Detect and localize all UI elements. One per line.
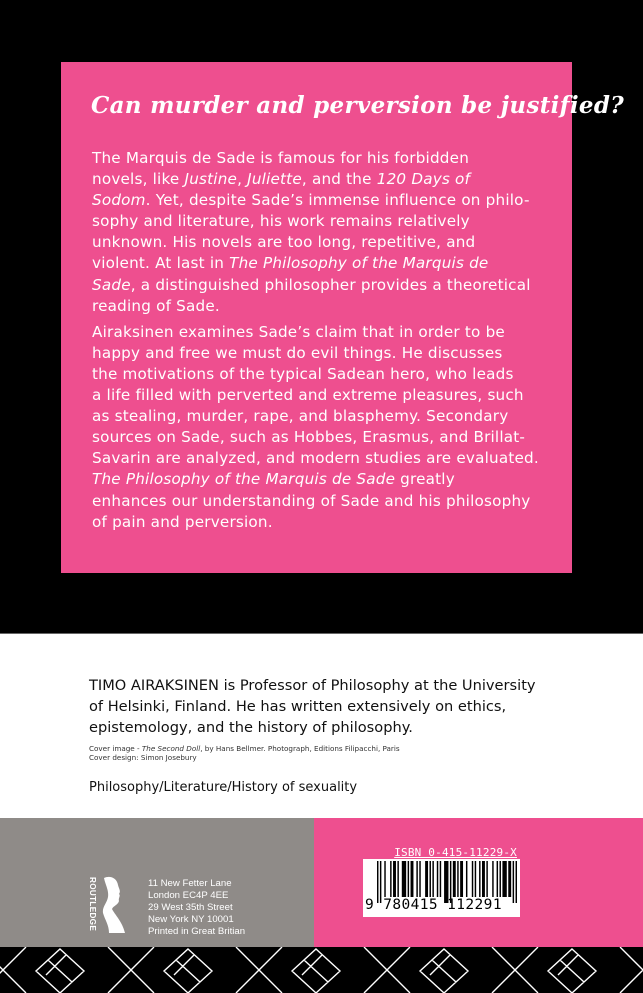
text-run: Savarin are analyzed, and modern studies are evaluated. xyxy=(92,449,539,468)
text-run: as stealing, murder, rape, and blasphemy. Secondary xyxy=(92,407,509,426)
text-run: a life filled with perverted and extreme pleasures, such xyxy=(92,386,524,405)
blurb-line xyxy=(92,275,562,296)
text-run: novels, like xyxy=(92,170,185,189)
text-run: happy and free we must do evil things. He discusses xyxy=(92,343,503,362)
italic-title-text: Justine xyxy=(184,170,238,189)
text-run: unknown. His novels are too long, repetitive, and xyxy=(92,233,476,252)
address-line: London EC4P 4EE xyxy=(148,890,229,901)
barcode-number: 9 780415 112291 xyxy=(365,897,502,913)
author-bio xyxy=(89,675,609,738)
address-line: New York NY 10001 xyxy=(148,914,234,925)
blurb-line xyxy=(92,296,562,317)
blurb-line xyxy=(92,211,562,232)
blurb-line xyxy=(92,491,562,512)
blurb-line xyxy=(92,322,562,343)
blurb-line xyxy=(92,148,562,169)
italic-title-text: The Philosophy of the Marquis de Sade xyxy=(92,470,396,489)
text-run: greatly xyxy=(395,470,455,489)
text-run: the motivations of the typical Sadean hero, who leads xyxy=(92,364,514,383)
italic-title-text: The Second Doll xyxy=(141,744,201,753)
publisher-address xyxy=(148,878,245,938)
text-run: reading of Sade. xyxy=(92,296,220,315)
blurb-line xyxy=(92,343,562,364)
blurb-line xyxy=(92,427,562,448)
headline: Can murder and perversion be justified? xyxy=(91,92,624,119)
blurb-text xyxy=(92,148,562,538)
text-run: Cover image - xyxy=(89,744,142,753)
blurb-line xyxy=(92,448,562,469)
subject-category: Philosophy/Literature/History of sexuality xyxy=(89,780,358,795)
publisher-panel xyxy=(0,818,314,947)
italic-title-text: Sade xyxy=(92,275,131,294)
routledge-logo-icon xyxy=(88,875,132,935)
blurb-paragraph-2 xyxy=(92,322,562,533)
italic-title-text: Juliette xyxy=(247,170,302,189)
text-run: , by Hans Bellmer. Photograph, Editions Filipacchi, Paris xyxy=(200,744,400,753)
cover-design-credit: Cover design: Simon Josebury xyxy=(89,753,197,762)
geometric-pattern-icon xyxy=(0,947,643,993)
author-bio-line: epistemology, and the history of philosophy. xyxy=(89,719,413,736)
text-run: Airaksinen examines Sade’s claim that in order to be xyxy=(92,322,505,341)
blurb-line xyxy=(92,190,562,211)
blurb-line xyxy=(92,169,562,190)
italic-title-text: 120 Days of xyxy=(376,170,471,189)
text-run: of pain and perversion. xyxy=(92,512,273,531)
blurb-line xyxy=(92,364,562,385)
text-run: The Marquis de Sade is famous for his forbidden xyxy=(92,149,470,167)
author-bio-line: of Helsinki, Finland. He has written extensively on ethics, xyxy=(89,698,507,715)
isbn-label: ISBN 0-415-11229-X xyxy=(394,846,517,859)
text-run: . Yet, despite Sade’s immense influence on philo- xyxy=(145,191,530,210)
address-line: 11 New Fetter Lane xyxy=(148,878,232,889)
blurb-paragraph-1 xyxy=(92,148,562,317)
cover-credits xyxy=(89,744,400,762)
blurb-line xyxy=(92,406,562,427)
text-run: sources on Sade, such as Hobbes, Erasmus, and Brillat- xyxy=(92,428,526,447)
italic-title-text: The Philosophy of the Marquis de xyxy=(229,254,489,273)
italic-title-text: Sodom xyxy=(92,191,146,210)
blurb-line xyxy=(92,469,562,490)
cover-image-credit xyxy=(89,744,400,753)
text-run: enhances our understanding of Sade and his philosophy xyxy=(92,491,531,510)
address-line: Printed in Great Britian xyxy=(148,926,246,937)
author-section xyxy=(0,633,643,819)
text-run: , a distinguished philosopher provides a theoretical xyxy=(130,275,531,294)
publisher-name: ROUTLEDGE xyxy=(88,877,97,932)
blurb-line xyxy=(92,253,562,274)
text-run: violent. At last in xyxy=(92,254,230,273)
text-run: , and the xyxy=(301,170,377,189)
barcode-panel xyxy=(314,818,643,947)
blurb-line xyxy=(92,232,562,253)
blurb-line xyxy=(92,385,562,406)
blurb-panel xyxy=(61,62,624,573)
text-run: sophy and literature, his work remains relatively xyxy=(92,212,470,231)
barcode xyxy=(363,859,520,917)
author-bio-line: TIMO AIRAKSINEN is Professor of Philosophy at the University xyxy=(89,677,536,694)
text-run: , xyxy=(237,170,248,189)
blurb-line xyxy=(92,512,562,533)
address-line: 29 West 35th Street xyxy=(148,902,233,913)
